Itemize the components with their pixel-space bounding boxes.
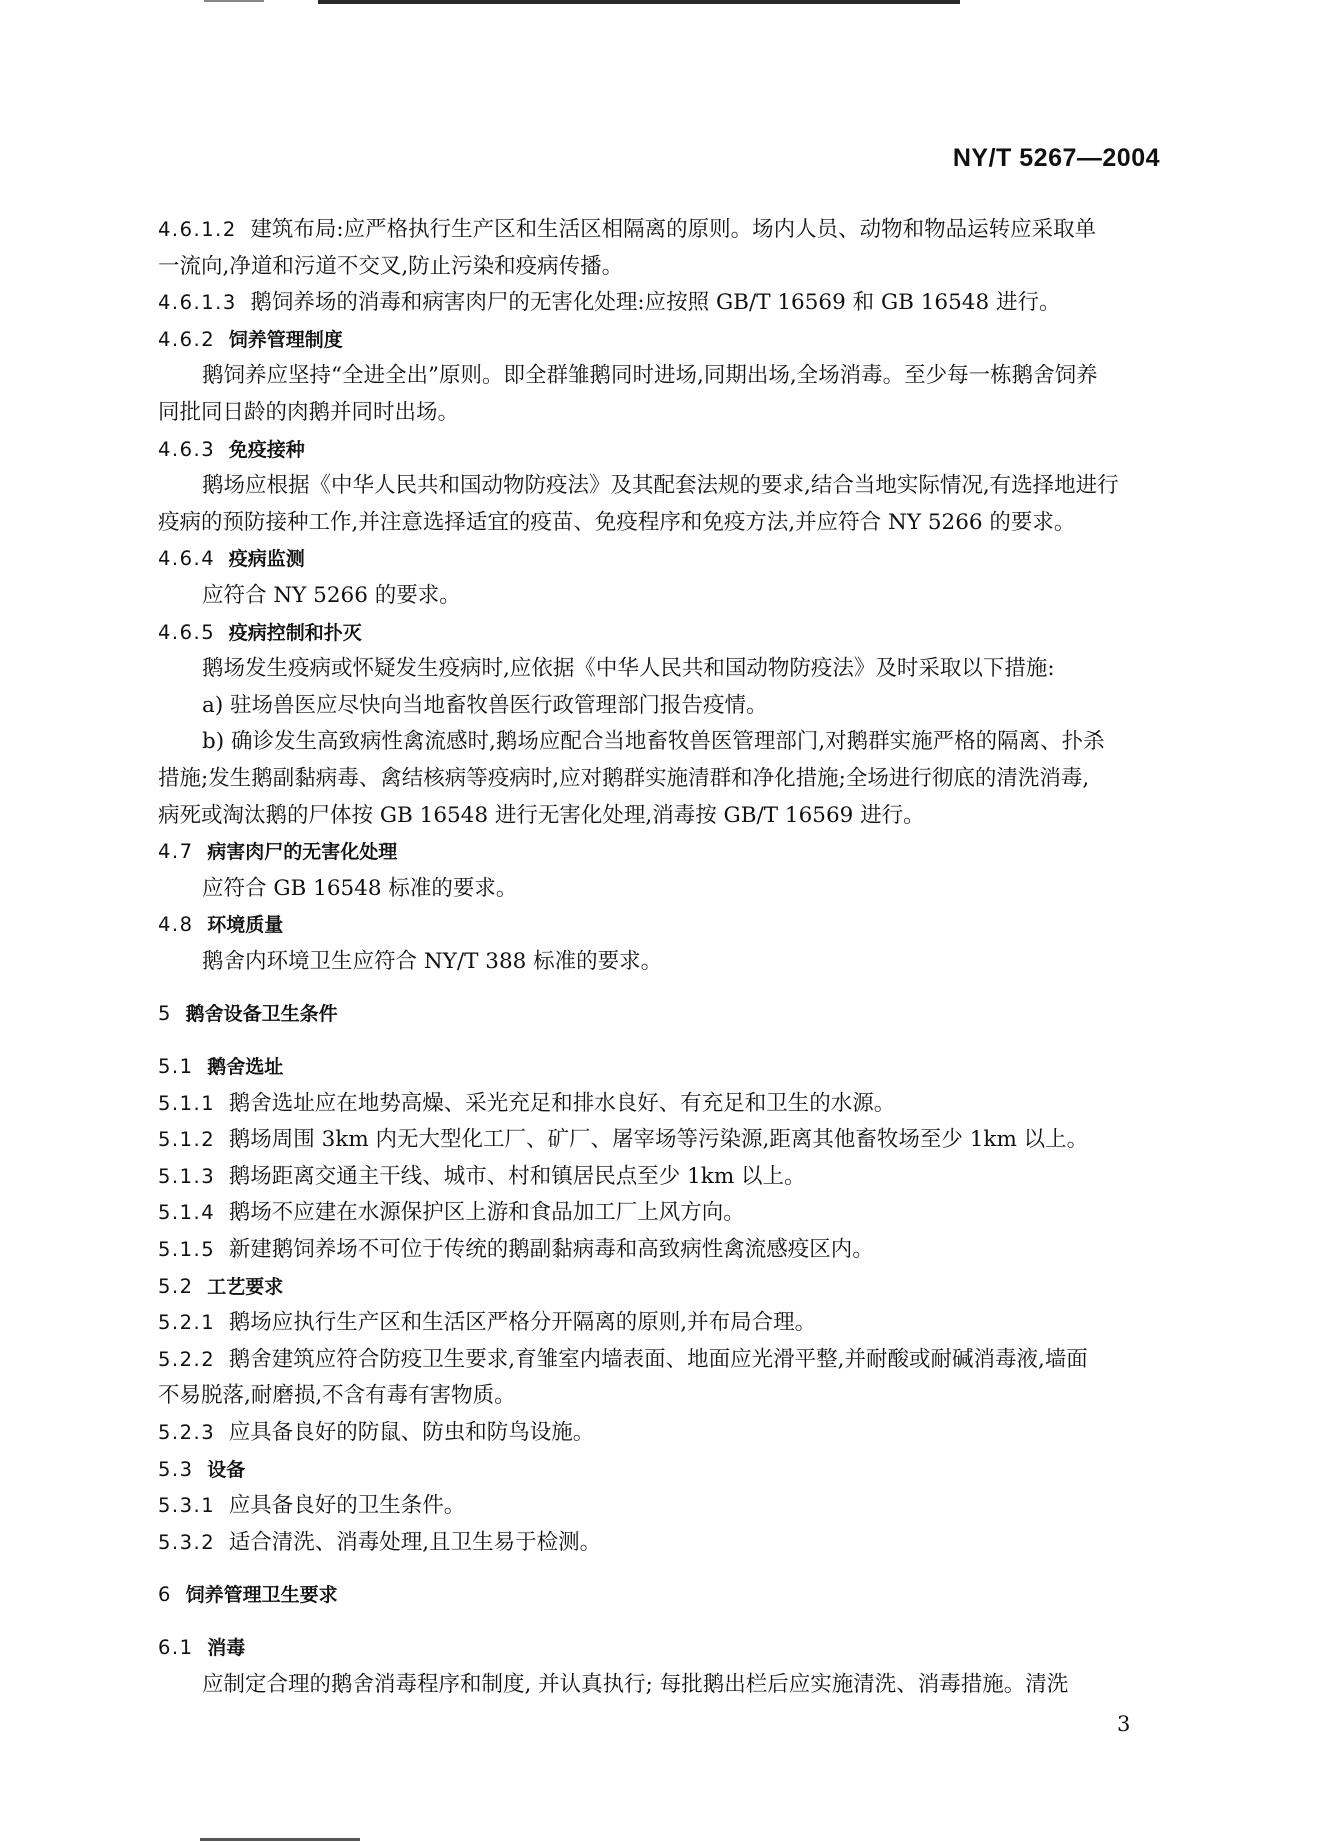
clause-5-1-5 bbox=[158, 1232, 1173, 1269]
list-item-text: b) 确诊发生高致病性禽流感时,鹅场应配合当地畜牧兽医管理部门,对鹅群实施严格的隔离、扑杀 bbox=[202, 729, 1105, 755]
clause-number: 4.6.1.3 bbox=[158, 291, 237, 315]
heading-title: 鹅舍选址 bbox=[207, 1056, 284, 1079]
clause-number: 5.1.4 bbox=[158, 1201, 216, 1225]
clause-number: 5.1.3 bbox=[158, 1164, 216, 1188]
clause-number: 5.3.2 bbox=[158, 1530, 216, 1554]
paragraph-text: 病死或淘汰鹅的尸体按 GB 16548 进行无害化处理,消毒按 GB/T 16569 进行。 bbox=[158, 802, 925, 828]
heading-5-3 bbox=[158, 1452, 1173, 1489]
clause-number: 4.6.1.2 bbox=[158, 218, 237, 241]
paragraph-line bbox=[158, 505, 1173, 542]
heading-number: 4.6.2 bbox=[158, 327, 216, 351]
paragraph-text: 措施;发生鹅副黏病毒、禽结核病等疫病时,应对鹅群实施清群和净化措施;全场进行彻底的清洗消毒, bbox=[158, 765, 1090, 791]
section-number: 5 bbox=[158, 1002, 172, 1026]
clause-text: 鹅场应执行生产区和生活区严格分开隔离的原则,并布局合理。 bbox=[228, 1310, 817, 1336]
clause-number: 5.2.2 bbox=[158, 1347, 216, 1371]
clause-5-3-2 bbox=[158, 1525, 1173, 1562]
heading-title: 免疫接种 bbox=[228, 438, 305, 461]
clause-5-1-1 bbox=[158, 1086, 1173, 1123]
clause-text: 应具备良好的防鼠、防虫和防鸟设施。 bbox=[228, 1420, 595, 1445]
clause-text: 鹅场周围 3km 内无大型化工厂、矿厂、屠宰场等污染源,距离其他畜牧场至少 1km 以上。 bbox=[228, 1127, 1089, 1153]
paragraph-line bbox=[158, 761, 1173, 798]
clause-4-6-1-2 bbox=[158, 212, 1173, 249]
clause-text: 鹅舍选址应在地势高燥、采光充足和排水良好、有充足和卫生的水源。 bbox=[228, 1090, 896, 1116]
paragraph-text: 同批同日龄的肉鹅并同时出场。 bbox=[158, 399, 460, 425]
heading-title: 设备 bbox=[207, 1458, 246, 1481]
document-code: NY/T 5267—2004 bbox=[952, 144, 1160, 172]
clause-continuation bbox=[158, 1378, 1173, 1415]
heading-number: 4.6.3 bbox=[158, 437, 216, 461]
clause-number: 5.2.3 bbox=[158, 1421, 216, 1444]
clause-text: 一流向,净道和污道不交叉,防止污染和疫病传播。 bbox=[158, 253, 624, 279]
paragraph-text: 鹅场发生疫病或怀疑发生疫病时,应依据《中华人民共和国动物防疫法》及时采取以下措施: bbox=[202, 656, 1055, 682]
heading-4-6-4 bbox=[158, 541, 1173, 578]
clause-number: 5.1.5 bbox=[158, 1238, 216, 1262]
paragraph-line bbox=[158, 944, 1173, 981]
heading-number: 6.1 bbox=[158, 1635, 194, 1659]
paragraph-text: 鹅饲养应坚持“全进全出”原则。即全群雏鹅同时进场,同期出场,全场消毒。至少每一栋鹅舍饲养 bbox=[202, 363, 1098, 389]
heading-number: 4.6.5 bbox=[158, 620, 216, 644]
paragraph-text: 应制定合理的鹅舍消毒程序和制度, 并认真执行; 每批鹅出栏后应实施清洗、消毒措施。清洗 bbox=[202, 1671, 1069, 1697]
heading-4-7 bbox=[158, 834, 1173, 871]
list-item-b bbox=[158, 724, 1173, 761]
heading-4-6-5 bbox=[158, 615, 1173, 652]
scan-artifact-top bbox=[318, 0, 960, 4]
scan-artifact-top-left bbox=[204, 0, 264, 2]
list-item-text: a) 驻场兽医应尽快向当地畜牧兽医行政管理部门报告疫情。 bbox=[202, 692, 768, 718]
list-item-a bbox=[158, 688, 1173, 725]
heading-title: 工艺要求 bbox=[207, 1275, 284, 1298]
clause-5-2-2 bbox=[158, 1342, 1173, 1379]
heading-4-8 bbox=[158, 907, 1173, 944]
clause-text: 鹅场不应建在水源保护区上游和食品加工厂上风方向。 bbox=[228, 1200, 745, 1226]
heading-number: 4.7 bbox=[158, 840, 194, 864]
heading-title: 疫病监测 bbox=[228, 548, 305, 571]
clause-number: 5.1.2 bbox=[158, 1128, 216, 1152]
clause-text: 新建鹅饲养场不可位于传统的鹅副黏病毒和高致病性禽流感疫区内。 bbox=[228, 1237, 874, 1263]
heading-4-6-3 bbox=[158, 432, 1173, 469]
paragraph-text: 疫病的预防接种工作,并注意选择适宜的疫苗、免疫程序和免疫方法,并应符合 NY 5266 的要求。 bbox=[158, 509, 1076, 535]
heading-number: 5.3 bbox=[158, 1457, 194, 1481]
paragraph-line bbox=[158, 798, 1173, 835]
clause-5-2-3 bbox=[158, 1415, 1173, 1452]
paragraph-line bbox=[158, 871, 1173, 908]
paragraph-line bbox=[158, 395, 1173, 432]
clause-5-2-1 bbox=[158, 1305, 1173, 1342]
clause-number: 5.1.1 bbox=[158, 1091, 216, 1115]
heading-4-6-2 bbox=[158, 322, 1173, 359]
clause-5-3-1 bbox=[158, 1488, 1173, 1525]
heading-title: 病害肉尸的无害化处理 bbox=[207, 841, 398, 864]
document-body bbox=[158, 212, 1173, 1703]
paragraph-text: 应符合 GB 16548 标准的要求。 bbox=[202, 875, 518, 901]
heading-number: 4.6.4 bbox=[158, 547, 216, 571]
heading-title: 消毒 bbox=[207, 1636, 246, 1659]
paragraph-line bbox=[158, 1667, 1173, 1704]
paragraph-text: 鹅舍内环境卫生应符合 NY/T 388 标准的要求。 bbox=[202, 948, 663, 974]
clause-text: 建筑布局:应严格执行生产区和生活区相隔离的原则。场内人员、动物和物品运转应采取单 bbox=[250, 217, 1097, 242]
heading-5-2 bbox=[158, 1269, 1173, 1306]
section-heading-5 bbox=[158, 996, 1173, 1033]
section-title: 鹅舍设备卫生条件 bbox=[185, 1003, 338, 1026]
section-heading-6 bbox=[158, 1577, 1173, 1614]
clause-number: 5.2.1 bbox=[158, 1311, 216, 1335]
clause-text: 鹅场距离交通主干线、城市、村和镇居民点至少 1km 以上。 bbox=[228, 1163, 806, 1189]
section-number: 6 bbox=[158, 1583, 172, 1607]
clause-text: 鹅舍建筑应符合防疫卫生要求,育雏室内墙表面、地面应光滑平整,并耐酸或耐碱消毒液,墙面 bbox=[228, 1346, 1088, 1372]
scan-artifact-bottom bbox=[200, 1838, 360, 1841]
section-title: 饲养管理卫生要求 bbox=[185, 1584, 338, 1607]
paragraph-line bbox=[158, 578, 1173, 615]
paragraph-text: 鹅场应根据《中华人民共和国动物防疫法》及其配套法规的要求,结合当地实际情况,有选择地进行 bbox=[202, 473, 1119, 499]
heading-number: 5.1 bbox=[158, 1055, 194, 1079]
heading-5-1 bbox=[158, 1049, 1173, 1086]
clause-4-6-1-3 bbox=[158, 285, 1173, 322]
clause-text: 应具备良好的卫生条件。 bbox=[228, 1493, 466, 1519]
clause-continuation bbox=[158, 249, 1173, 286]
clause-5-1-4 bbox=[158, 1195, 1173, 1232]
clause-text: 不易脱落,耐磨损,不含有毒有害物质。 bbox=[158, 1383, 516, 1409]
clause-text: 鹅饲养场的消毒和病害肉尸的无害化处理:应按照 GB/T 16569 和 GB 16548 进行。 bbox=[250, 290, 1061, 316]
heading-6-1 bbox=[158, 1630, 1173, 1667]
clause-number: 5.3.1 bbox=[158, 1494, 216, 1518]
heading-number: 5.2 bbox=[158, 1274, 194, 1298]
heading-title: 疫病控制和扑灭 bbox=[228, 621, 362, 644]
heading-title: 饲养管理制度 bbox=[228, 328, 343, 351]
paragraph-line bbox=[158, 651, 1173, 688]
paragraph-line bbox=[158, 468, 1173, 505]
clause-5-1-2 bbox=[158, 1122, 1173, 1159]
paragraph-line bbox=[158, 358, 1173, 395]
clause-text: 适合清洗、消毒处理,且卫生易于检测。 bbox=[228, 1529, 602, 1555]
page-number: 3 bbox=[1117, 1712, 1131, 1736]
heading-number: 4.8 bbox=[158, 913, 194, 937]
clause-5-1-3 bbox=[158, 1159, 1173, 1196]
paragraph-text: 应符合 NY 5266 的要求。 bbox=[202, 582, 461, 608]
heading-title: 环境质量 bbox=[207, 914, 284, 937]
